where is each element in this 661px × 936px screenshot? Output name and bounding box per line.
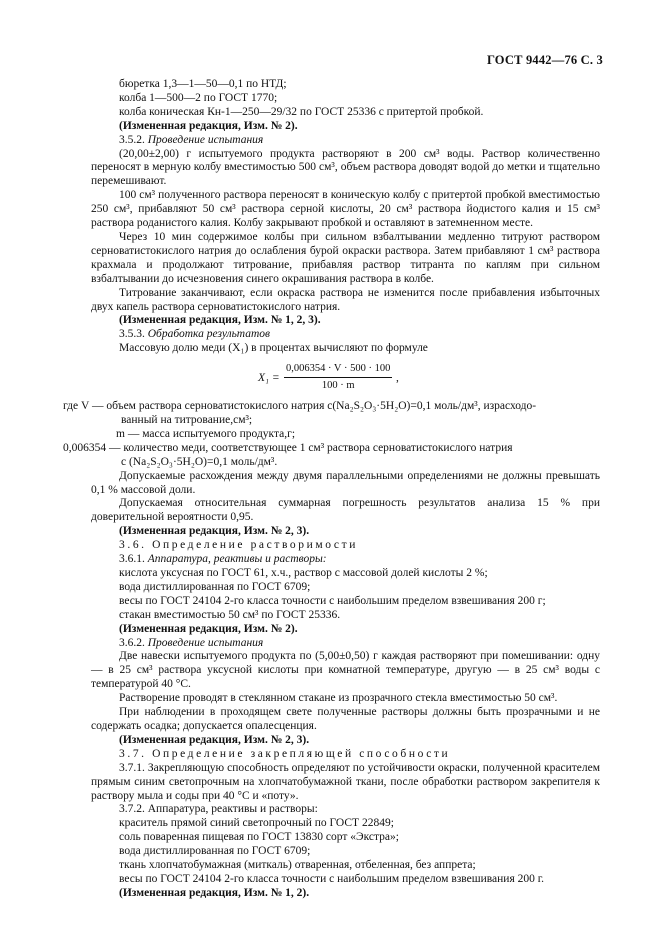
revision-note: (Измененная редакция, Изм. № 2, 3). <box>119 733 310 746</box>
revision-note: (Измененная редакция, Изм. № 2). <box>119 622 298 635</box>
variable-definition: ванный на титрование,см³; <box>121 414 253 427</box>
section-title: Обработка результатов <box>147 328 270 341</box>
section-number: 3.6.1. <box>119 553 145 566</box>
paragraph: 3.7.1. Закрепляющую способность определяют по устойчивости окраски, полученной красителем прямым синим светопрочным на хлопчатобумажной ткани, после обработки раствором закрепителя к раствору мыла и соды при 40 °С и «поту». <box>91 761 600 802</box>
section-title: Проведение испытания <box>147 133 264 146</box>
formula <box>91 362 600 392</box>
text-line: колба 1—500—2 по ГОСТ 1770; <box>119 91 278 104</box>
revision-note: (Измененная редакция, Изм. № 2). <box>119 119 298 132</box>
formula-fraction <box>284 362 392 393</box>
text-line: вода дистиллированная по ГОСТ 6709; <box>119 580 311 593</box>
text-line: весы по ГОСТ 24104 2-го класса точности с наибольшим пределом взвешивания 200 г; <box>119 594 546 607</box>
text-line: ткань хлопчатобумажная (миткаль) отваренная, отбеленная, без аппрета; <box>119 859 476 872</box>
text-line: весы по ГОСТ 24104 2-го класса точности с наибольшим пределом взвешивания 200 г. <box>119 872 545 885</box>
section-heading: 3.7. Определение закрепляющей способности <box>119 747 451 760</box>
variable-definition: c (Na₂S₂O₃·5H₂O)=0,1 моль/дм³. <box>121 455 278 468</box>
paragraph: Две навески испытуемого продукта по (5,00±0,50) г каждая растворяют при помешивании: одну — в 25 см³ раствора уксусной кислоты при комнатной температуре, другую — в 25 см³ воды с температурой 40 °С. <box>91 650 600 691</box>
paragraph: Через 10 мин содержимое колбы при сильном взбалтывании медленно титруют раствором серноватистокислого натрия до ослабления бурой окраски раствора. Затем прибавляют 1 см³ раствора крахмала и продолжают титрование, прибавляя раствор титранта по каплям при сильном взбалтывании до исчезновения синего окрашивания раствора в колбе. <box>91 230 600 285</box>
formula-denominator: 100 · m <box>321 380 355 392</box>
revision-note: (Измененная редакция, Изм. № 1, 2, 3). <box>119 314 321 327</box>
paragraph: Допускаемая относительная суммарная погрешность результатов анализа 15 % при доверительной вероятности 0,95. <box>91 497 600 524</box>
section-heading <box>91 328 600 342</box>
text-line: Массовую долю меди (X₁) в процентах вычисляют по формуле <box>119 342 428 355</box>
text-line: колба коническая Кн-1—250—29/32 по ГОСТ 25336 с притертой пробкой. <box>119 105 484 118</box>
revision-note: (Измененная редакция, Изм. № 1, 2). <box>119 886 310 899</box>
variable-definition: где V — объем раствора серноватистокислого натрия c(Na₂S₂O₃·5H₂O)=0,1 моль/дм³, израсходо- <box>63 400 537 413</box>
paragraph: (20,00±2,00) г испытуемого продукта растворяют в 200 см³ воды. Раствор количественно переносят в мерную колбу вместимостью 500 см³, объем раствора доводят водой до метки и тщательно перемешивают. <box>91 147 600 188</box>
paragraph: 100 см³ полученного раствора переносят в коническую колбу с притертой пробкой вместимостью 250 см³, прибавляют 50 см³ раствора серной кислоты, 20 см³ раствора йодистого калия и 15 см³ раствора роданистого калия. Колбу закрывают пробкой и оставляют в затемненном месте. <box>91 189 600 230</box>
section-heading <box>91 553 600 567</box>
page-body <box>63 78 600 901</box>
section-title: Аппаратура, реактивы и растворы: <box>147 553 327 566</box>
section-heading: 3.6. Определение растворимости <box>119 539 358 552</box>
page-header: ГОСТ 9442—76 С. 3 <box>486 53 603 67</box>
section-heading <box>91 637 600 651</box>
paragraph: При наблюдении в проходящем свете полученные растворы должны быть прозрачными и не содержать осадка; допускается опалесценция. <box>91 706 600 732</box>
formula-comma: , <box>396 372 399 385</box>
text-line: бюретка 1,3—1—50—0,1 по НТД; <box>119 78 287 90</box>
paragraph: Растворение проводят в стеклянном стакане из прозрачного стекла вместимостью 50 см³. <box>119 692 558 705</box>
text-line: стакан вместимостью 50 см³ по ГОСТ 25336. <box>119 608 341 621</box>
section-number: 3.5.2. <box>119 133 145 146</box>
variable-definition: 0,006354 — количество меди, соответствующее 1 см³ раствора серноватистокислого натрия <box>63 441 513 454</box>
text-line: краситель прямой синий светопрочный по ГОСТ 22849; <box>119 817 394 830</box>
section-title: Проведение испытания <box>147 636 264 649</box>
text-line: вода дистиллированная по ГОСТ 6709; <box>119 845 311 858</box>
variable-definition: m — масса испытуемого продукта,г; <box>116 427 296 440</box>
formula-numerator: 0,006354 · V · 500 · 100 <box>284 362 392 378</box>
text-line: 3.7.2. Аппаратура, реактивы и растворы: <box>119 803 318 816</box>
text-line: соль поваренная пищевая по ГОСТ 13830 сорт «Экстра»; <box>119 831 399 844</box>
section-number: 3.6.2. <box>119 636 145 649</box>
formula-lhs: X₁ = <box>258 372 280 385</box>
paragraph: Титрование заканчивают, если окраска раствора не изменится после прибавления избыточных двух капель раствора серноватистокислого натрия. <box>91 286 600 313</box>
revision-note: (Измененная редакция, Изм. № 2, 3). <box>119 525 310 538</box>
text-line: кислота уксусная по ГОСТ 61, х.ч., раствор с массовой долей кислоты 2 %; <box>119 567 488 579</box>
section-heading <box>91 134 600 148</box>
section-number: 3.5.3. <box>119 328 145 341</box>
paragraph: Допускаемые расхождения между двумя параллельными определениями не должны превышать 0,1 % массовой доли. <box>91 469 600 496</box>
